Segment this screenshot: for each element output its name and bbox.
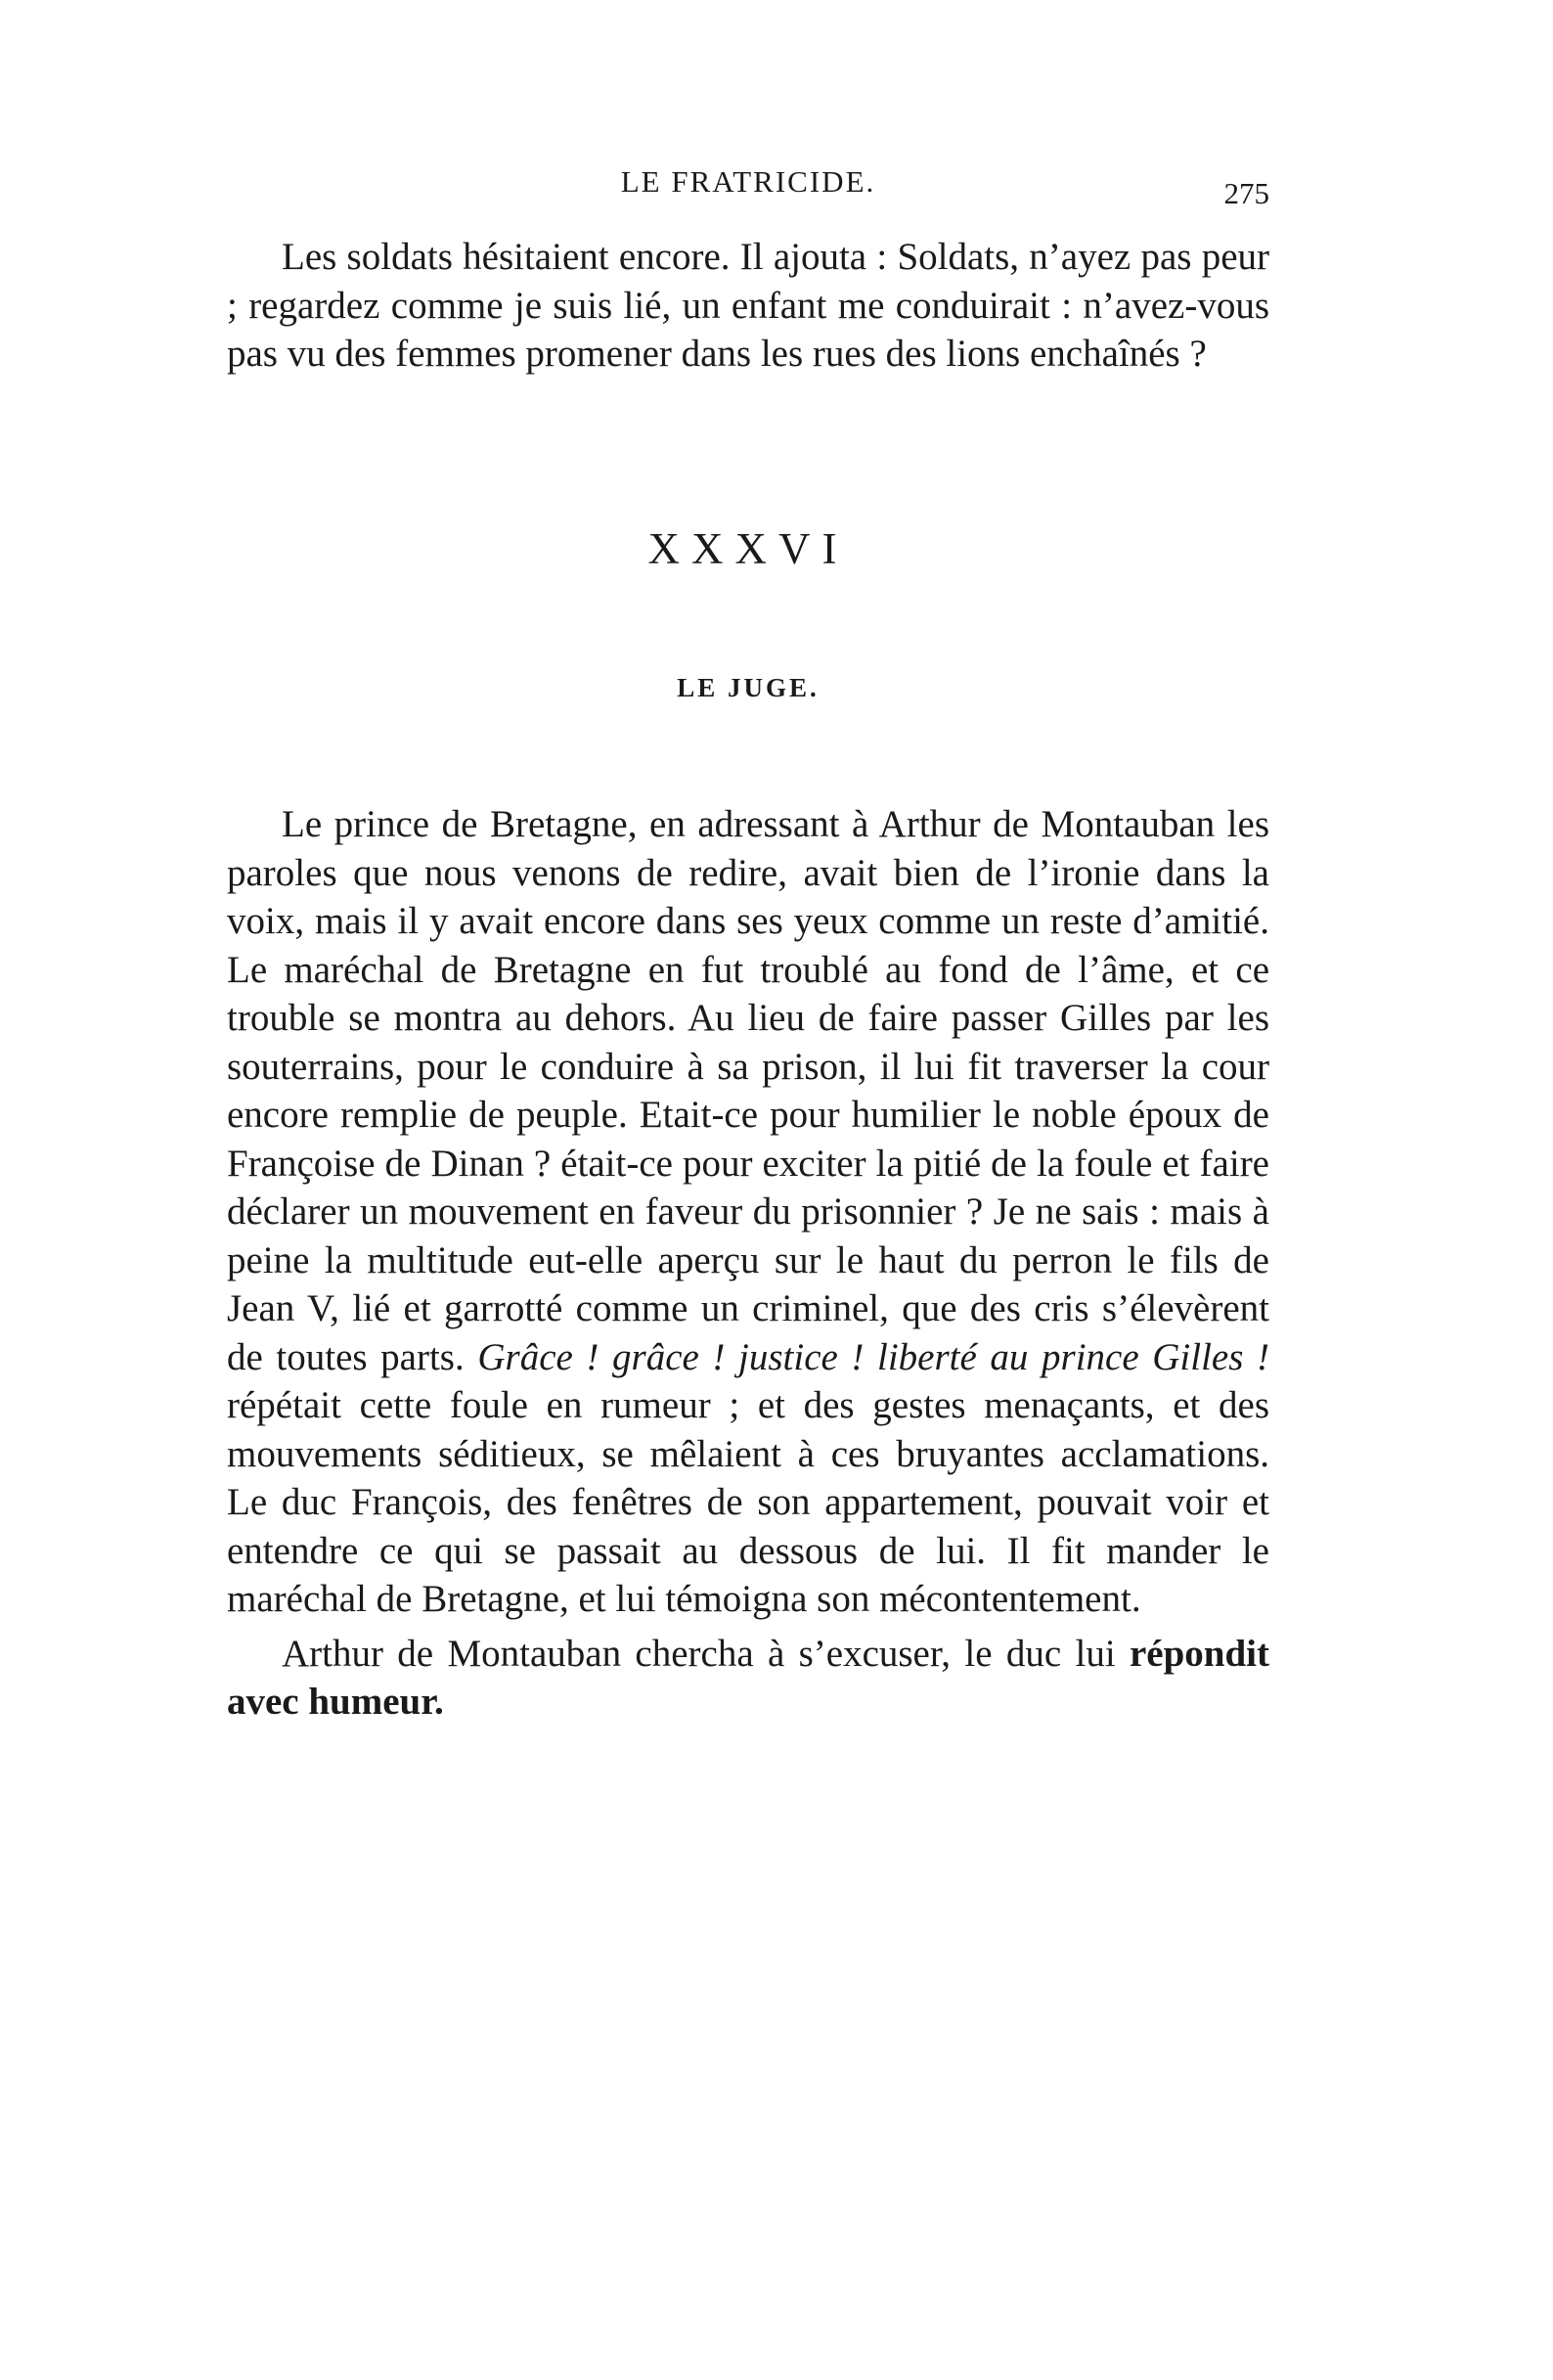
body-text: Le prince de Bretagne, en adressant à Arthur de Montauban les paroles que nous venons de redire, avait bien de l’ironie dans la voix, mais il y avait encore dans ses yeux comme un reste d’amitié. Le maréchal de Bretagne en fut troublé au fond de l’âme, et ce trouble se montra au dehors. Au lieu de faire passer Gilles par les souterrains, pour le conduire à sa prison, il lui fit traverser la cour encore remplie de peuple. Etait-ce pour humilier le noble époux de Françoise de Dinan ? était-ce pour exciter la pitié de la foule et faire déclarer un mouvement en faveur du prisonnier ? Je ne sais : mais à peine la multitude eut-elle aperçu sur le haut du perron le fils de Jean V, lié et garrotté comme un criminel, que des cris s’élevèrent de toutes parts. (227, 803, 1269, 1378)
intro-paragraph: Les soldats hésitaient encore. Il ajouta : Soldats, n’ayez pas peur ; regardez comme je suis lié, un enfant me conduirait : n’avez-vous pas vu des femmes promener dans les rues des lions enchaînés ? (227, 236, 1269, 375)
page-number: 275 (1223, 176, 1269, 210)
chapter-body (227, 800, 1269, 1727)
running-title: LE FRATRICIDE. (620, 164, 876, 199)
chapter-number: XXXVI (647, 524, 849, 573)
body-text-bold: répondit avec humeur. (227, 1632, 1269, 1723)
chapter-title: LE JUGE. (677, 673, 820, 702)
body-paragraph (227, 800, 1269, 1624)
running-head (227, 164, 1269, 210)
intro-paragraph-block (227, 233, 1269, 379)
body-text: Arthur de Montauban chercha à s’excuser, le duc lui (282, 1632, 1116, 1675)
body-paragraph (227, 1630, 1269, 1727)
crowd-cry-italic: Grâce ! grâce ! justice ! liberté au prince Gilles ! (477, 1335, 1270, 1378)
body-text: répétait cette foule en rumeur ; et des gestes menaçants, et des mouvements séditieux, se mêlaient à ces bruyantes acclamations. Le duc François, des fenêtres de son appartement, pouvait voir et entendre ce qui se passait au dessous de lui. Il fit mander le maréchal de Bretagne, et lui témoigna son mécontentement. (227, 1384, 1269, 1620)
